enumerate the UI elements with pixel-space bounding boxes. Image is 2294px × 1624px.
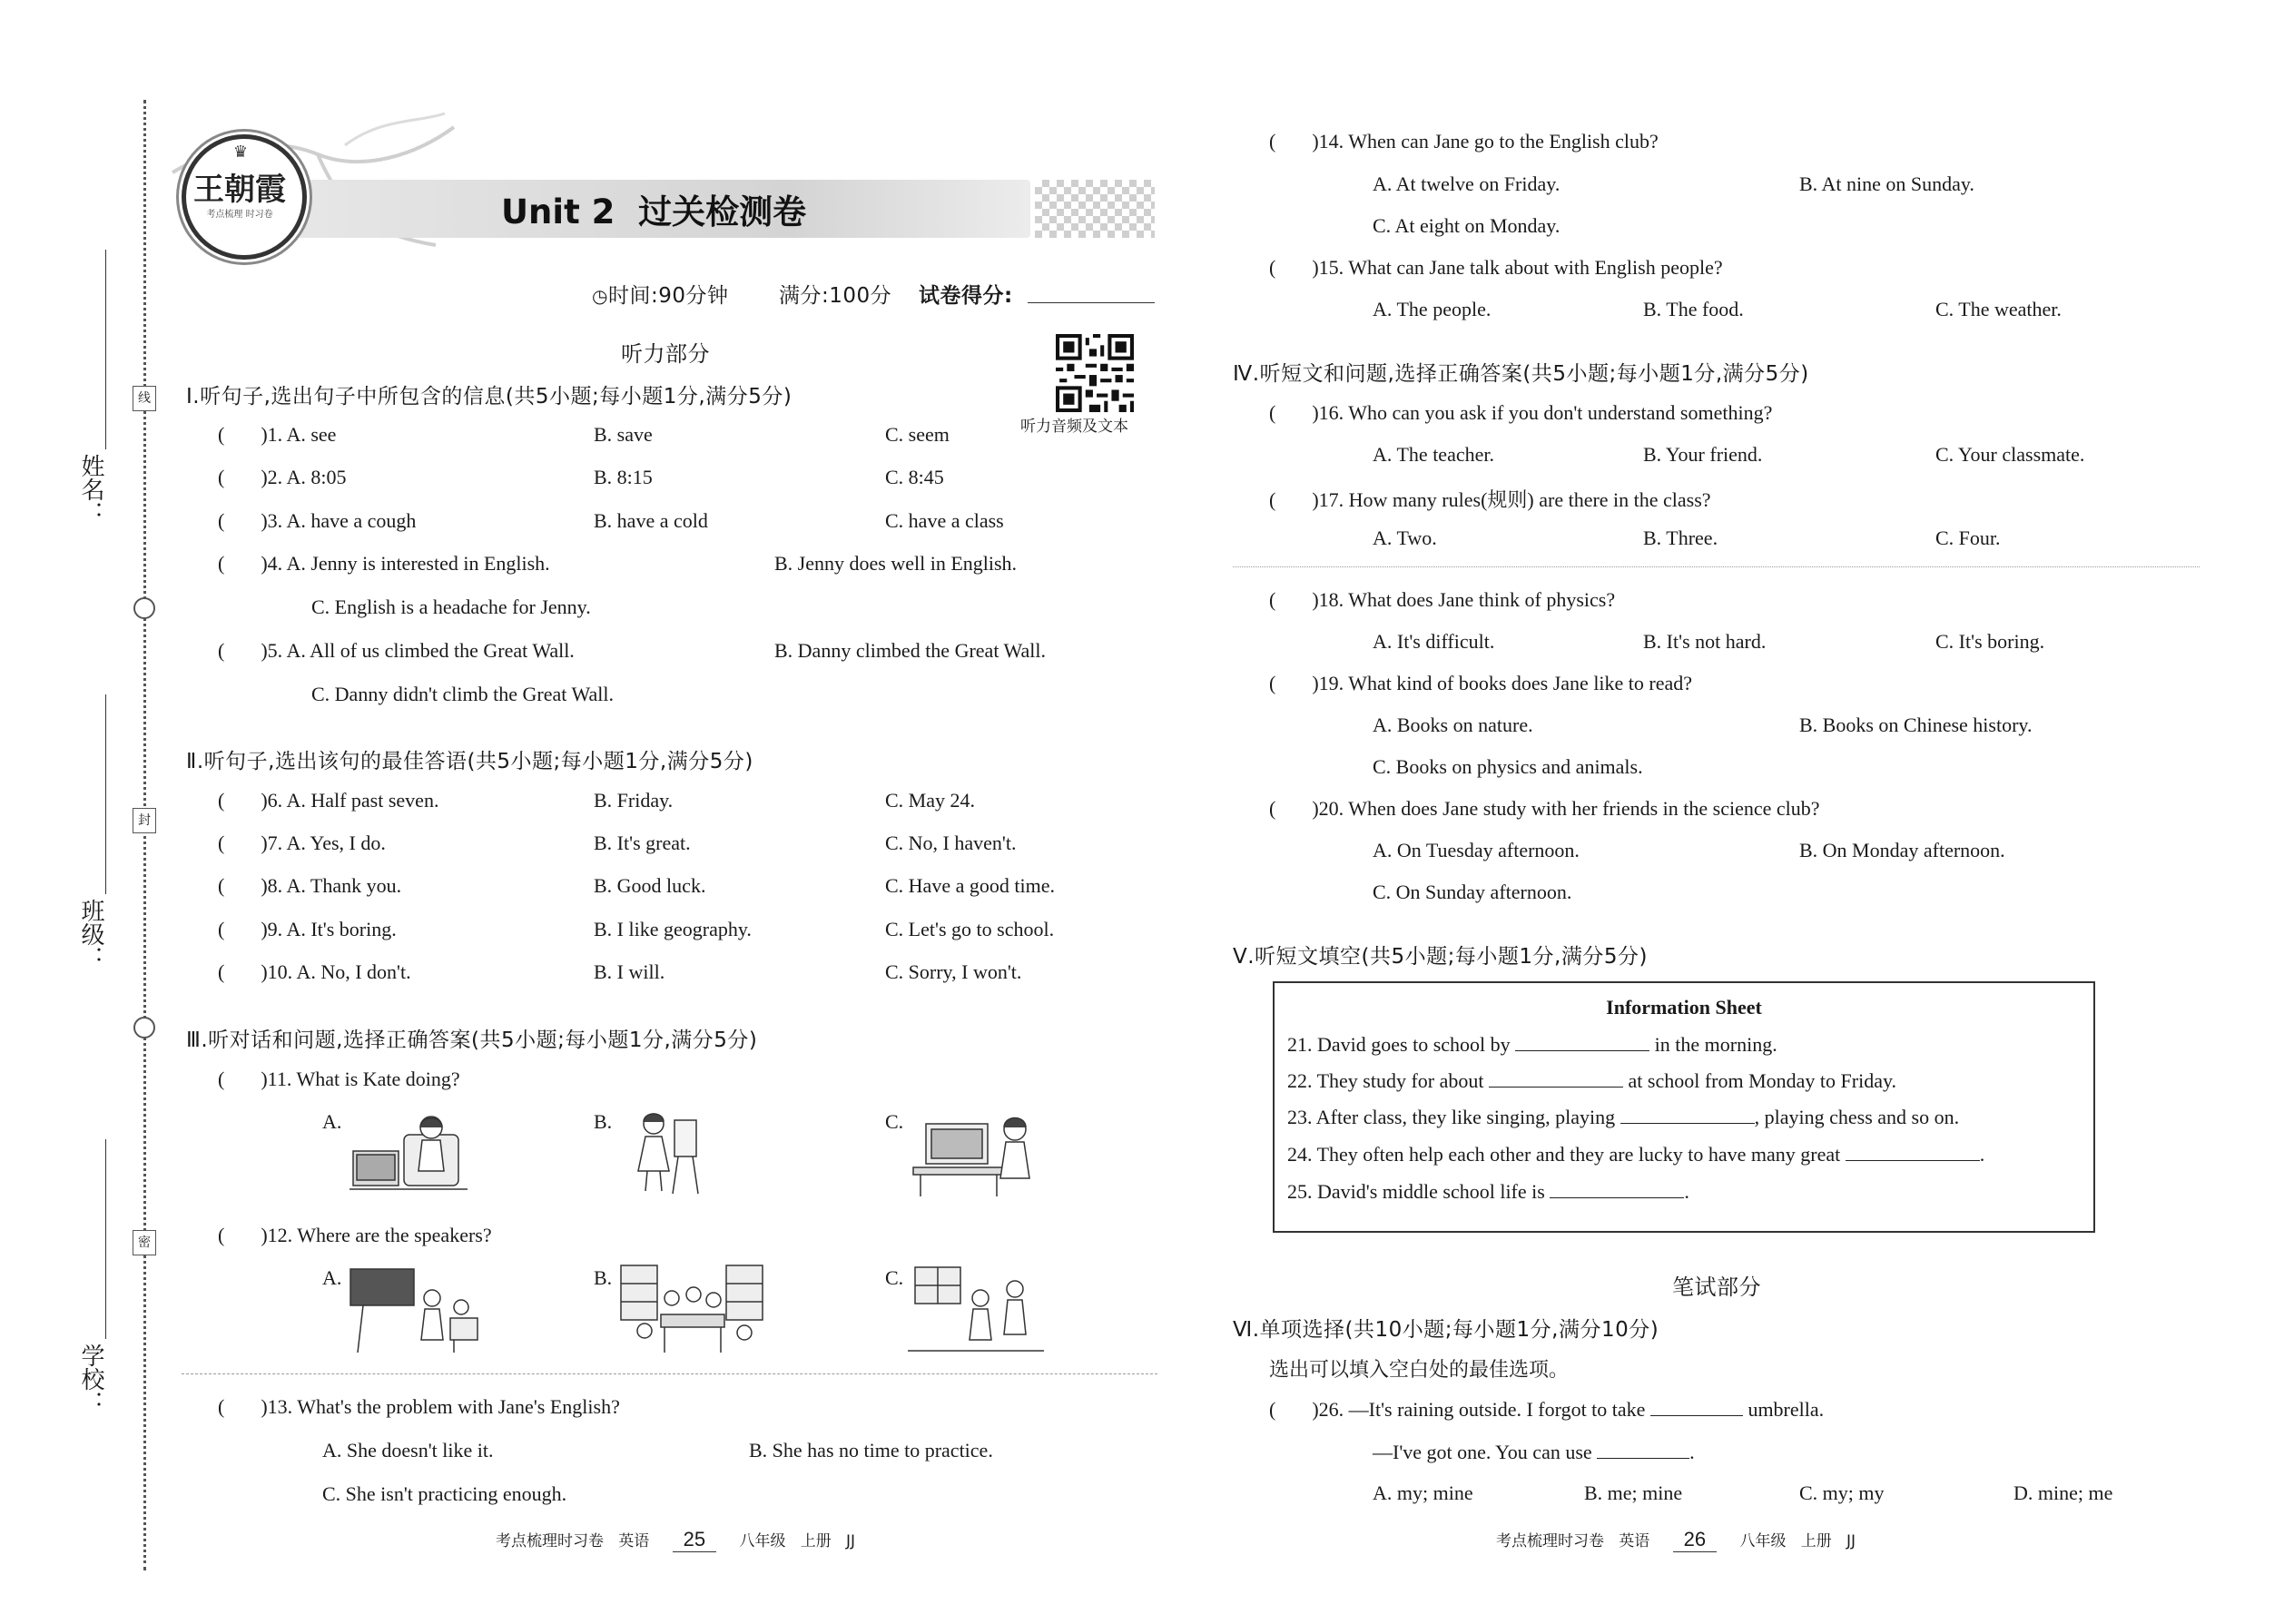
name-label: 姓名： — [77, 454, 104, 525]
section-6-heading: Ⅵ.单项选择(共10小题;每小题1分,满分10分) — [1233, 1318, 1659, 1342]
q26-row: ( )26. —It's raining outside. I forgot to take umbrella. — [1269, 1398, 1825, 1421]
info-line-21: 21. David goes to school by in the morning. — [1287, 1033, 1777, 1056]
full-score: 满分:100分 — [779, 284, 892, 308]
q1-row: ( )1. A. see — [218, 423, 337, 446]
q18-option-b[interactable]: B. It's not hard. — [1643, 630, 1767, 653]
q16-row: ( )16. Who can you ask if you don't understand something? — [1269, 401, 1773, 424]
listening-title: 听力部分 — [621, 341, 710, 367]
section-5-heading: Ⅴ.听短文填空(共5小题;每小题1分,满分5分) — [1233, 945, 1648, 969]
info-line-23: 23. After class, they like singing, playing , playing chess and so on. — [1287, 1106, 1960, 1128]
blank-26a[interactable] — [1650, 1397, 1743, 1416]
q3-option-b[interactable]: B. have a cold — [594, 509, 708, 532]
q26-option-c[interactable]: C. my; my — [1799, 1481, 1885, 1504]
q7-option-b[interactable]: B. It's great. — [594, 832, 691, 854]
section-3-heading: Ⅲ.听对话和问题,选择正确答案(共5小题;每小题1分,满分5分) — [186, 1029, 758, 1052]
q26-option-b[interactable]: B. me; mine — [1584, 1481, 1683, 1504]
q13-option-b[interactable]: B. She has no time to practice. — [749, 1439, 993, 1462]
page-title: Unit 2 过关检测卷 — [501, 192, 807, 231]
info-line-22: 22. They study for about at school from Monday to Friday. — [1287, 1069, 1897, 1092]
q12-row: ( )12. Where are the speakers? — [218, 1224, 492, 1246]
q11-option-a-label[interactable]: A. — [322, 1110, 342, 1133]
q9-row: ( )9. A. It's boring. — [218, 918, 397, 940]
class-label: 班级： — [77, 899, 104, 969]
q6-option-c[interactable]: C. May 24. — [885, 789, 975, 812]
q13-row: ( )13. What's the problem with Jane's English? — [218, 1395, 620, 1418]
q18-option-a[interactable]: A. It's difficult. — [1373, 630, 1495, 653]
page-number-25: 25 — [673, 1528, 716, 1552]
q15-option-c[interactable]: C. The weather. — [1935, 298, 2062, 320]
binding-mark-mi: 密 — [133, 1230, 156, 1255]
qr-code-icon[interactable] — [1056, 334, 1134, 412]
binding-mark-xian: 线 — [133, 386, 156, 411]
q17-option-b[interactable]: B. Three. — [1643, 527, 1718, 549]
score-label: 试卷得分: — [919, 284, 1013, 308]
blank-21[interactable] — [1515, 1032, 1649, 1051]
q11-picture-b-girl-at-easel[interactable] — [622, 1107, 713, 1198]
school-label: 学校： — [77, 1343, 104, 1414]
binding-mark-feng: 封 — [133, 808, 156, 833]
q18-option-c[interactable]: C. It's boring. — [1935, 630, 2045, 653]
q16-option-b[interactable]: B. Your friend. — [1643, 443, 1763, 466]
q13-option-c[interactable]: C. She isn't practicing enough. — [322, 1482, 567, 1505]
time-limit: ◷时间:90分钟 — [592, 284, 729, 308]
q20-option-b[interactable]: B. On Monday afternoon. — [1799, 839, 2005, 861]
q10-row: ( )10. A. No, I don't. — [218, 960, 411, 983]
blank-22[interactable] — [1489, 1068, 1623, 1088]
q8-row: ( )8. A. Thank you. — [218, 874, 402, 897]
q3-option-c[interactable]: C. have a class — [885, 509, 1004, 532]
title-banner-checker — [1035, 180, 1155, 238]
q5-option-b[interactable]: B. Danny climbed the Great Wall. — [774, 639, 1047, 662]
q14-row: ( )14. When can Jane go to the English club? — [1269, 130, 1659, 153]
q19-option-b[interactable]: B. Books on Chinese history. — [1799, 714, 2033, 736]
q15-option-b[interactable]: B. The food. — [1643, 298, 1744, 320]
q13-option-a[interactable]: A. She doesn't like it. — [322, 1439, 494, 1462]
q16-option-a[interactable]: A. The teacher. — [1373, 443, 1494, 466]
q11-picture-a-girl-watching-tv[interactable] — [350, 1107, 468, 1198]
q10-option-c[interactable]: C. Sorry, I won't. — [885, 960, 1022, 983]
blank-25[interactable] — [1550, 1179, 1684, 1198]
section-6-instruction: 选出可以填入空白处的最佳选项。 — [1269, 1359, 1570, 1382]
written-title: 笔试部分 — [1672, 1275, 1761, 1300]
qr-caption: 听力音频及文本 — [1020, 418, 1128, 436]
q4-option-c[interactable]: C. English is a headache for Jenny. — [311, 595, 591, 618]
q20-option-c[interactable]: C. On Sunday afternoon. — [1373, 881, 1572, 903]
q9-option-b[interactable]: B. I like geography. — [594, 918, 752, 940]
q12-picture-a-classroom[interactable] — [345, 1262, 481, 1357]
q5-row: ( )5. A. All of us climbed the Great Wall. — [218, 639, 575, 662]
q26-option-a[interactable]: A. my; mine — [1373, 1481, 1473, 1504]
q8-option-b[interactable]: B. Good luck. — [594, 874, 706, 897]
q12-picture-b-library[interactable] — [617, 1262, 767, 1357]
q11-option-c-label[interactable]: C. — [885, 1110, 904, 1133]
logo-sub: 考点梳理 时习卷 — [206, 210, 273, 220]
info-line-25: 25. David's middle school life is . — [1287, 1180, 1689, 1203]
q11-option-b-label[interactable]: B. — [594, 1110, 613, 1133]
q6-option-b[interactable]: B. Friday. — [594, 789, 674, 812]
q9-option-c[interactable]: C. Let's go to school. — [885, 918, 1055, 940]
q7-row: ( )7. A. Yes, I do. — [218, 832, 386, 854]
q15-row: ( )15. What can Jane talk about with English people? — [1269, 256, 1723, 279]
q8-option-c[interactable]: C. Have a good time. — [885, 874, 1055, 897]
q19-option-c[interactable]: C. Books on physics and animals. — [1373, 755, 1643, 778]
q26-row-2: —I've got one. You can use . — [1373, 1441, 1695, 1463]
score-field[interactable] — [1028, 302, 1155, 303]
q12-picture-c-outdoors[interactable] — [908, 1262, 1044, 1357]
q1-option-b[interactable]: B. save — [594, 423, 653, 446]
q2-option-b[interactable]: B. 8:15 — [594, 466, 653, 488]
q11-picture-c-girl-at-computer[interactable] — [908, 1107, 1044, 1198]
right-column-dotted-divider — [1233, 566, 2200, 567]
q14-option-a[interactable]: A. At twelve on Friday. — [1373, 172, 1561, 195]
q19-row: ( )19. What kind of books does Jane like to read? — [1269, 672, 1693, 694]
name-field[interactable] — [105, 250, 106, 449]
q26-option-d[interactable]: D. mine; me — [2013, 1481, 2113, 1504]
q12-option-a-label[interactable]: A. — [322, 1266, 342, 1289]
section-1-heading: Ⅰ.听句子,选出句子中所包含的信息(共5小题;每小题1分,满分5分) — [186, 385, 793, 408]
school-field[interactable] — [105, 1139, 106, 1339]
blank-26b[interactable] — [1597, 1440, 1689, 1459]
q12-option-c-label[interactable]: C. — [885, 1266, 904, 1289]
logo-crown-icon: ♛ — [232, 143, 249, 161]
q6-row: ( )6. A. Half past seven. — [218, 789, 439, 812]
binding-dotted-line — [143, 100, 146, 1570]
information-sheet — [1273, 981, 2095, 1233]
q2-row: ( )2. A. 8:05 — [218, 466, 347, 488]
q3-row: ( )3. A. have a cough — [218, 509, 417, 532]
section-4-heading: Ⅳ.听短文和问题,选择正确答案(共5小题;每小题1分,满分5分) — [1233, 362, 1809, 386]
q4-row: ( )4. A. Jenny is interested in English. — [218, 552, 550, 575]
q20-row: ( )20. When does Jane study with her friends in the science club? — [1269, 797, 1820, 820]
class-field[interactable] — [105, 694, 106, 894]
footer-right: 考点梳理时习卷 英语 26 八年级 上册 JJ — [1496, 1528, 1856, 1550]
clock-icon: ◷ — [592, 285, 608, 307]
q17-option-a[interactable]: A. Two. — [1373, 527, 1437, 549]
q17-row: ( )17. How many rules(规则) are there in the class? — [1269, 488, 1711, 511]
blank-24[interactable] — [1846, 1142, 1980, 1161]
q12-option-b-label[interactable]: B. — [594, 1266, 613, 1289]
q16-option-c[interactable]: C. Your classmate. — [1935, 443, 2085, 466]
footer-left: 考点梳理时习卷 英语 25 八年级 上册 JJ — [496, 1528, 855, 1550]
q1-option-c[interactable]: C. seem — [885, 423, 950, 446]
q10-option-b[interactable]: B. I will. — [594, 960, 665, 983]
q11-row: ( )11. What is Kate doing? — [218, 1068, 460, 1090]
q7-option-c[interactable]: C. No, I haven't. — [885, 832, 1017, 854]
q4-option-b[interactable]: B. Jenny does well in English. — [774, 552, 1018, 575]
binding-circle-2 — [133, 1017, 155, 1038]
q20-option-a[interactable]: A. On Tuesday afternoon. — [1373, 839, 1580, 861]
logo-text: 王朝霞 — [193, 172, 286, 208]
info-line-24: 24. They often help each other and they are lucky to have many great . — [1287, 1143, 1985, 1166]
blank-23[interactable] — [1620, 1105, 1755, 1124]
left-column-dashed-divider — [182, 1373, 1157, 1374]
q14-option-b[interactable]: B. At nine on Sunday. — [1799, 172, 1974, 195]
q2-option-c[interactable]: C. 8:45 — [885, 466, 944, 488]
page-number-26: 26 — [1673, 1528, 1717, 1552]
q5-option-c[interactable]: C. Danny didn't climb the Great Wall. — [311, 683, 614, 705]
q19-option-a[interactable]: A. Books on nature. — [1373, 714, 1533, 736]
information-sheet-title: Information Sheet — [1606, 996, 1762, 1019]
binding-circle-1 — [133, 597, 155, 619]
logo-seal — [182, 134, 307, 260]
q15-option-a[interactable]: A. The people. — [1373, 298, 1492, 320]
q17-option-c[interactable]: C. Four. — [1935, 527, 2001, 549]
q14-option-c[interactable]: C. At eight on Monday. — [1373, 214, 1561, 237]
q18-row: ( )18. What does Jane think of physics? — [1269, 588, 1616, 611]
section-2-heading: Ⅱ.听句子,选出该句的最佳答语(共5小题;每小题1分,满分5分) — [186, 750, 753, 773]
